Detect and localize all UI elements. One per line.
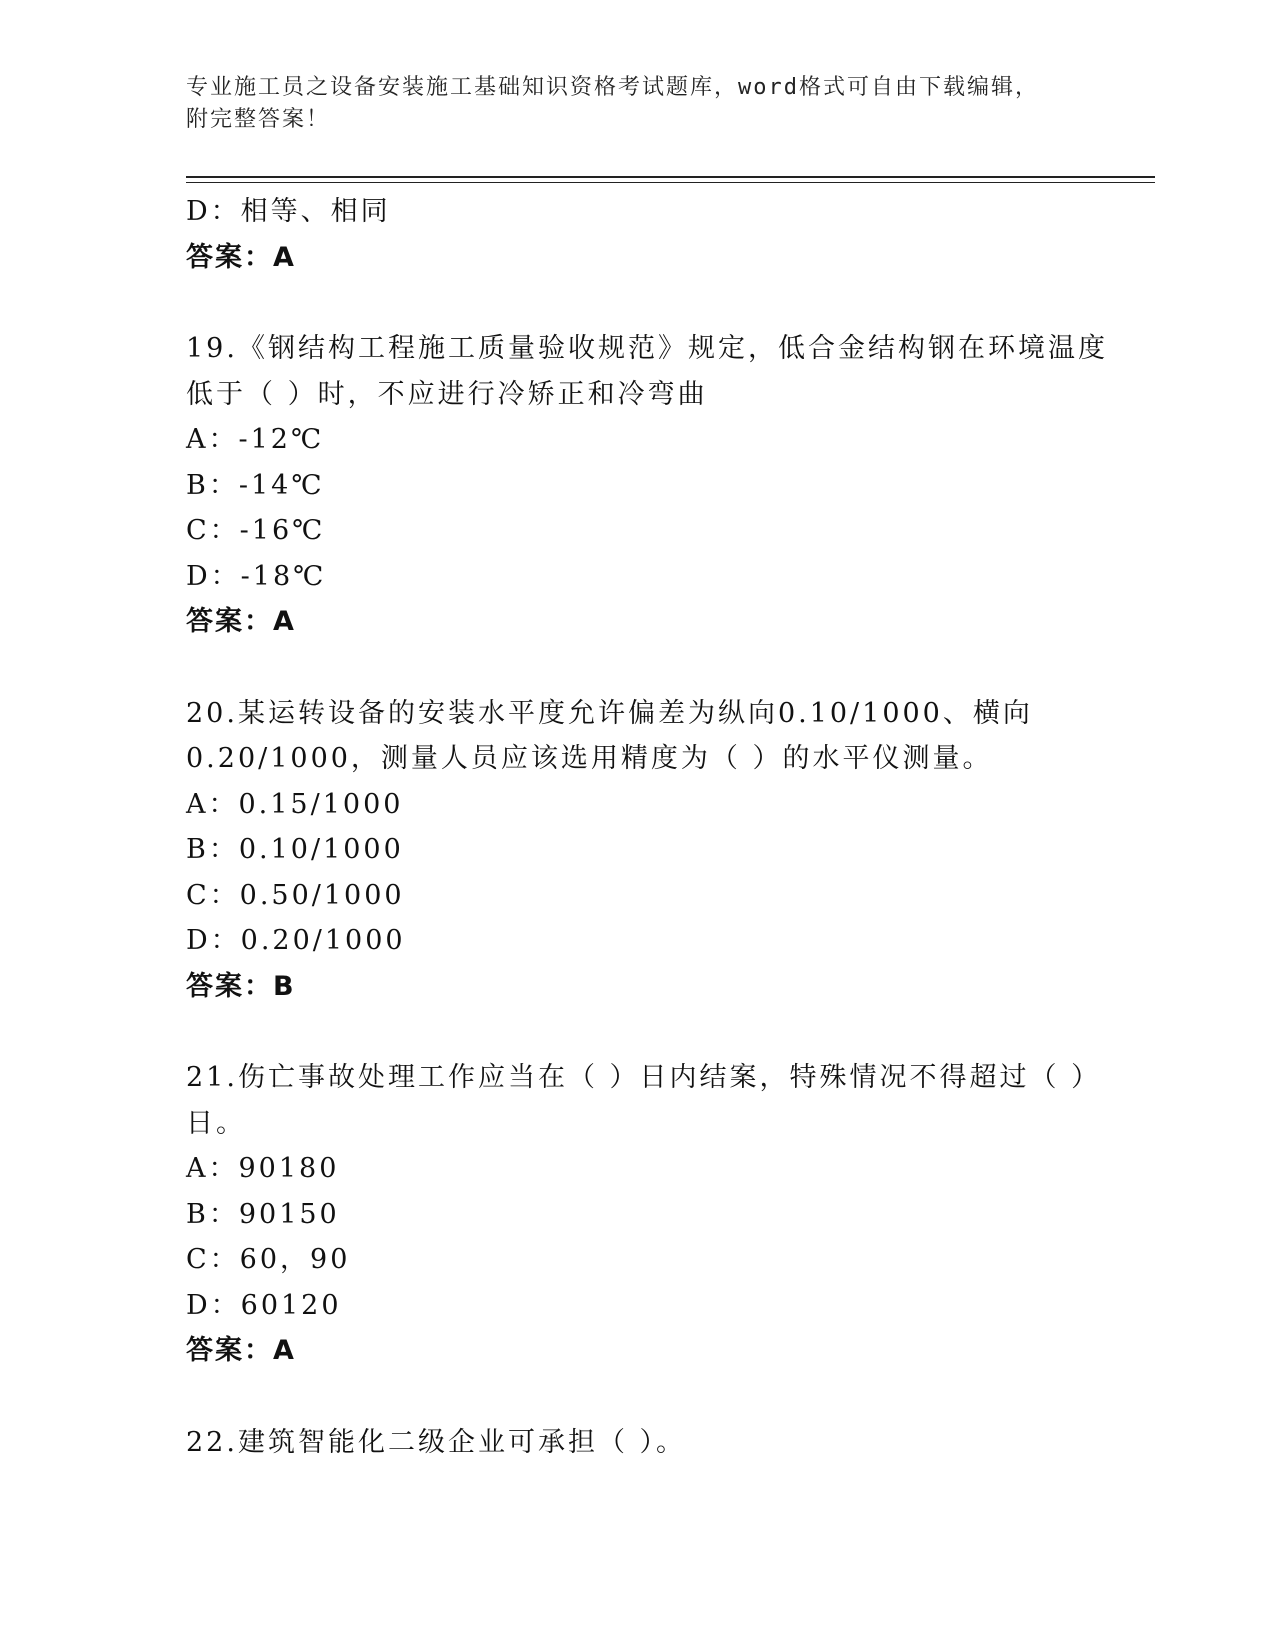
page-header xyxy=(186,72,1086,136)
question-text-line: 日。 xyxy=(186,1107,246,1139)
option-b: B：90150 xyxy=(186,1198,340,1230)
option-a: A：-12℃ xyxy=(186,424,325,455)
question-text-line: 低于（ ）时，不应进行冷矫正和冷弯曲 xyxy=(186,378,708,410)
option-b: B：-14℃ xyxy=(186,469,325,501)
option-d: D：0.20/1000 xyxy=(186,925,406,956)
question-content xyxy=(186,189,1106,1465)
question-text-line: 21.伤亡事故处理工作应当在（ ）日内结案，特殊情况不得超过（ ） xyxy=(186,1062,1102,1093)
header-rule-thin xyxy=(186,182,1155,183)
header-line-2: 附完整答案！ xyxy=(186,107,331,132)
answer-line: 答案：A xyxy=(186,606,296,637)
question-21 xyxy=(186,1055,1106,1374)
option-a: A：0.15/1000 xyxy=(186,788,404,820)
question-text-line: 19.《钢结构工程施工质量验收规范》规定，低合金结构钢在环境温度 xyxy=(186,333,1108,364)
option-d: D：60120 xyxy=(186,1289,342,1321)
question-text-line: 22.建筑智能化二级企业可承担（ ）。 xyxy=(186,1426,687,1458)
header-rule-thick xyxy=(186,176,1155,178)
prev-option-d: D：相等、相同 xyxy=(186,196,391,227)
option-c: C：0.50/1000 xyxy=(186,879,405,911)
header-line-1: 专业施工员之设备安装施工基础知识资格考试题库，word格式可自由下载编辑， xyxy=(186,75,1039,100)
option-b: B：0.10/1000 xyxy=(186,834,404,865)
question-text-line: 0.20/1000，测量人员应该选用精度为（ ）的水平仪测量。 xyxy=(186,743,993,774)
prev-answer: 答案：A xyxy=(186,241,296,273)
option-c: C：60，90 xyxy=(186,1244,351,1275)
question-20 xyxy=(186,691,1106,1010)
answer-line: 答案：B xyxy=(186,970,296,1002)
question-text-line: 20.某运转设备的安装水平度允许偏差为纵向0.10/1000、横向 xyxy=(186,697,1033,729)
question-19 xyxy=(186,326,1106,645)
option-a: A：90180 xyxy=(186,1153,340,1184)
question-22 xyxy=(186,1420,1106,1466)
answer-line: 答案：A xyxy=(186,1335,296,1366)
option-d: D：-18℃ xyxy=(186,560,327,592)
option-c: C：-16℃ xyxy=(186,515,326,546)
